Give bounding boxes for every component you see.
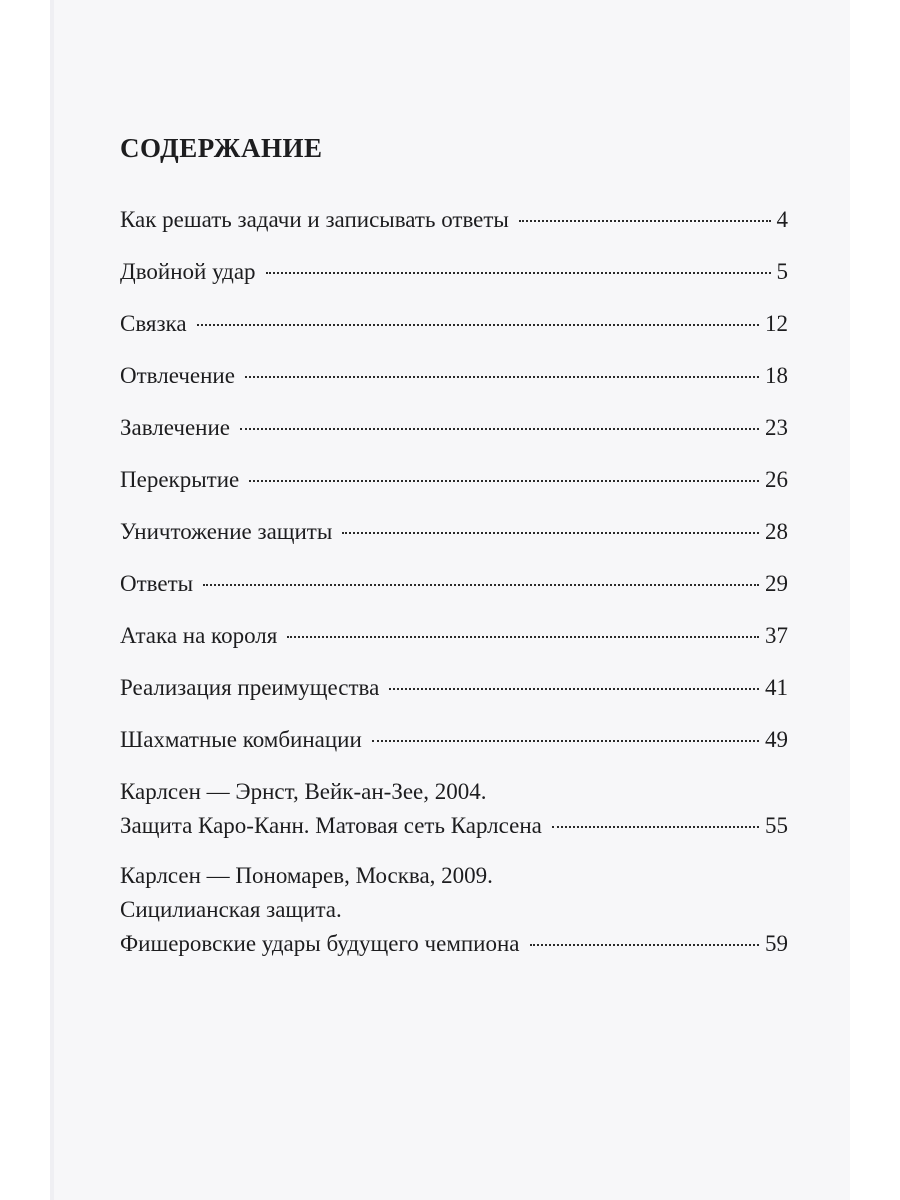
toc-entry-page: 5 bbox=[776, 259, 788, 284]
toc-entry-title: Ответы bbox=[120, 571, 194, 596]
dot-leader bbox=[342, 532, 759, 534]
toc-entry-page: 12 bbox=[765, 311, 788, 336]
toc-entry-page: 49 bbox=[765, 727, 788, 752]
toc-entry-title: Шахматные комбинации bbox=[120, 727, 362, 752]
toc-entry-subtitle: Сицилианская защита. bbox=[120, 897, 342, 922]
toc-entry-page: 23 bbox=[765, 415, 788, 440]
dot-leader bbox=[287, 636, 759, 638]
toc-entry bbox=[120, 622, 788, 650]
book-page bbox=[50, 0, 850, 1200]
dot-leader bbox=[203, 584, 759, 586]
page-title: СОДЕРЖАНИЕ bbox=[120, 133, 323, 163]
toc-entry-page: 28 bbox=[765, 519, 788, 544]
toc-entry-title: Реализация преимущества bbox=[120, 675, 380, 700]
dot-leader bbox=[245, 376, 759, 378]
toc-entry-page: 18 bbox=[765, 363, 788, 388]
toc-entry-title: Как решать задачи и записывать ответы bbox=[120, 207, 509, 232]
dot-leader bbox=[552, 826, 759, 828]
toc-entry-page: 26 bbox=[765, 467, 788, 492]
toc-entry-page: 37 bbox=[765, 623, 788, 648]
toc-entry bbox=[120, 778, 788, 840]
toc-entry bbox=[120, 518, 788, 546]
dot-leader bbox=[249, 480, 759, 482]
toc-entry-page: 59 bbox=[765, 931, 788, 956]
toc-entry bbox=[120, 674, 788, 702]
dot-leader bbox=[240, 428, 759, 430]
toc-entry-title: Уничтожение защиты bbox=[120, 519, 333, 544]
toc-entry bbox=[120, 206, 788, 234]
toc-entry-subtitle: Карлсен — Эрнст, Вейк-ан-Зее, 2004. bbox=[120, 779, 487, 804]
dot-leader bbox=[372, 740, 759, 742]
toc-entry-page: 29 bbox=[765, 571, 788, 596]
toc-entry-title: Защита Каро-Канн. Матовая сеть Карлсена bbox=[120, 813, 542, 838]
toc-entry-title: Фишеровские удары будущего чемпиона bbox=[120, 931, 520, 956]
toc-entry bbox=[120, 362, 788, 390]
toc-entry-subtitle: Карлсен — Пономарев, Москва, 2009. bbox=[120, 863, 493, 888]
dot-leader bbox=[266, 272, 771, 274]
toc-entry bbox=[120, 466, 788, 494]
dot-leader bbox=[389, 688, 759, 690]
toc-entry bbox=[120, 310, 788, 338]
toc-entry-page: 55 bbox=[765, 813, 788, 838]
dot-leader bbox=[197, 324, 759, 326]
toc-entry bbox=[120, 570, 788, 598]
toc-entry-title: Завлечение bbox=[120, 415, 231, 440]
dot-leader bbox=[519, 220, 771, 222]
toc-entry bbox=[120, 414, 788, 442]
toc-entry bbox=[120, 726, 788, 754]
toc-entry bbox=[120, 258, 788, 286]
toc-entry-page: 41 bbox=[765, 675, 788, 700]
toc-entry-page: 4 bbox=[776, 207, 788, 232]
toc-entry-title: Атака на короля bbox=[120, 623, 278, 648]
dot-leader bbox=[530, 944, 759, 946]
toc-entry-title: Двойной удар bbox=[120, 259, 256, 284]
toc-entry-title: Отвлечение bbox=[120, 363, 235, 388]
toc-entry bbox=[120, 862, 788, 958]
toc-entry-title: Связка bbox=[120, 311, 187, 336]
toc-entry-title: Перекрытие bbox=[120, 467, 240, 492]
